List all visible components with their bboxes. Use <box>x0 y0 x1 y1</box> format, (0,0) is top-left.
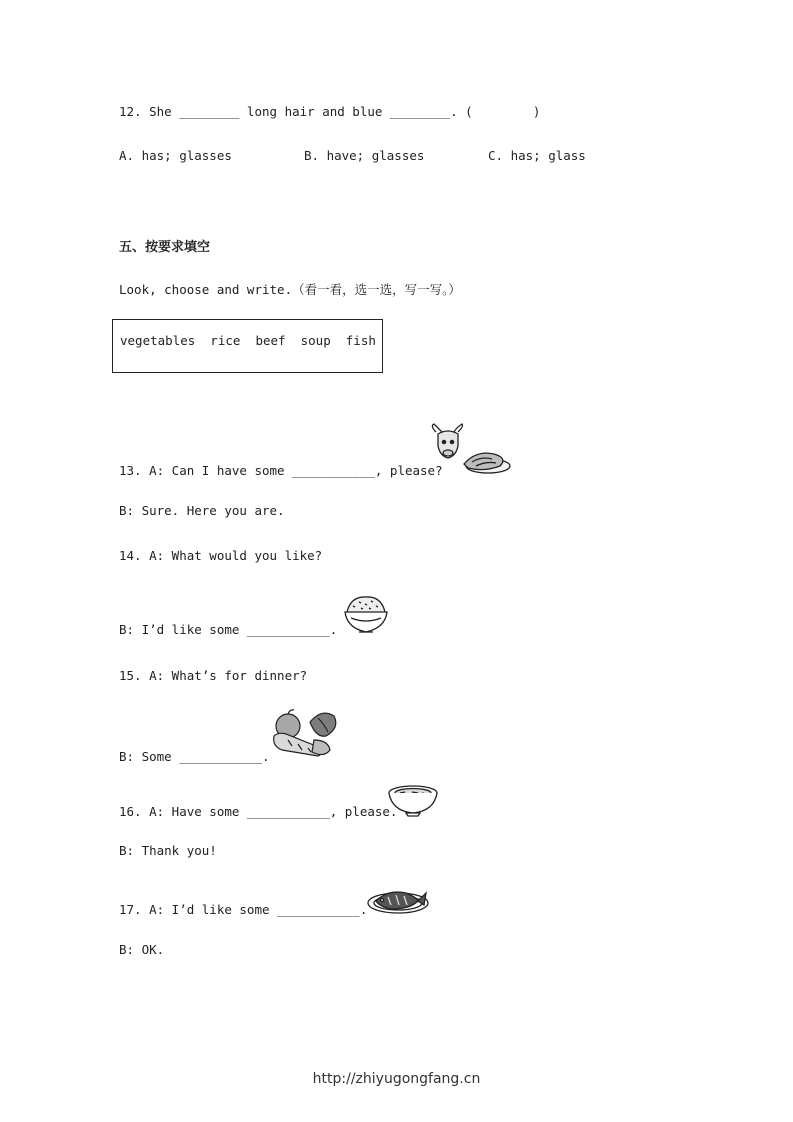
question-12-option-b: B. have; glasses <box>304 148 425 163</box>
question-17-a: 17. A: I’d like some ___________. <box>119 902 368 917</box>
section-instruction: Look, choose and write.（看一看，选一选，写一写。） <box>119 282 461 297</box>
beef-icon <box>428 422 512 478</box>
fish-icon <box>366 883 430 917</box>
question-15-b: B: Some ___________. <box>119 749 270 764</box>
question-14-b: B: I’d like some ___________. <box>119 622 338 637</box>
footer-url: http://zhiyugongfang.cn <box>312 1071 481 1087</box>
question-17-b: B: OK. <box>119 942 165 957</box>
question-14-a: 14. A: What would you like? <box>119 548 323 563</box>
question-15-a: 15. A: What’s for dinner? <box>119 668 308 683</box>
section-heading: 五、按要求填空 <box>119 240 211 255</box>
word-bank-box <box>112 319 383 373</box>
question-16-a: 16. A: Have some ___________, please. <box>119 804 398 819</box>
question-12-stem: 12. She ________ long hair and blue ________. ( ) <box>119 104 541 119</box>
question-13-a: 13. A: Can I have some ___________, please? <box>119 463 443 478</box>
rice-icon <box>341 594 391 636</box>
question-16-b: B: Thank you! <box>119 843 217 858</box>
soup-icon <box>386 783 440 819</box>
question-12-option-a: A. has; glasses <box>119 148 232 163</box>
question-12-option-c: C. has; glass <box>488 148 586 163</box>
vegetables-icon <box>266 706 344 762</box>
word-bank: vegetables rice beef soup fish <box>120 333 376 348</box>
question-13-b: B: Sure. Here you are. <box>119 503 285 518</box>
